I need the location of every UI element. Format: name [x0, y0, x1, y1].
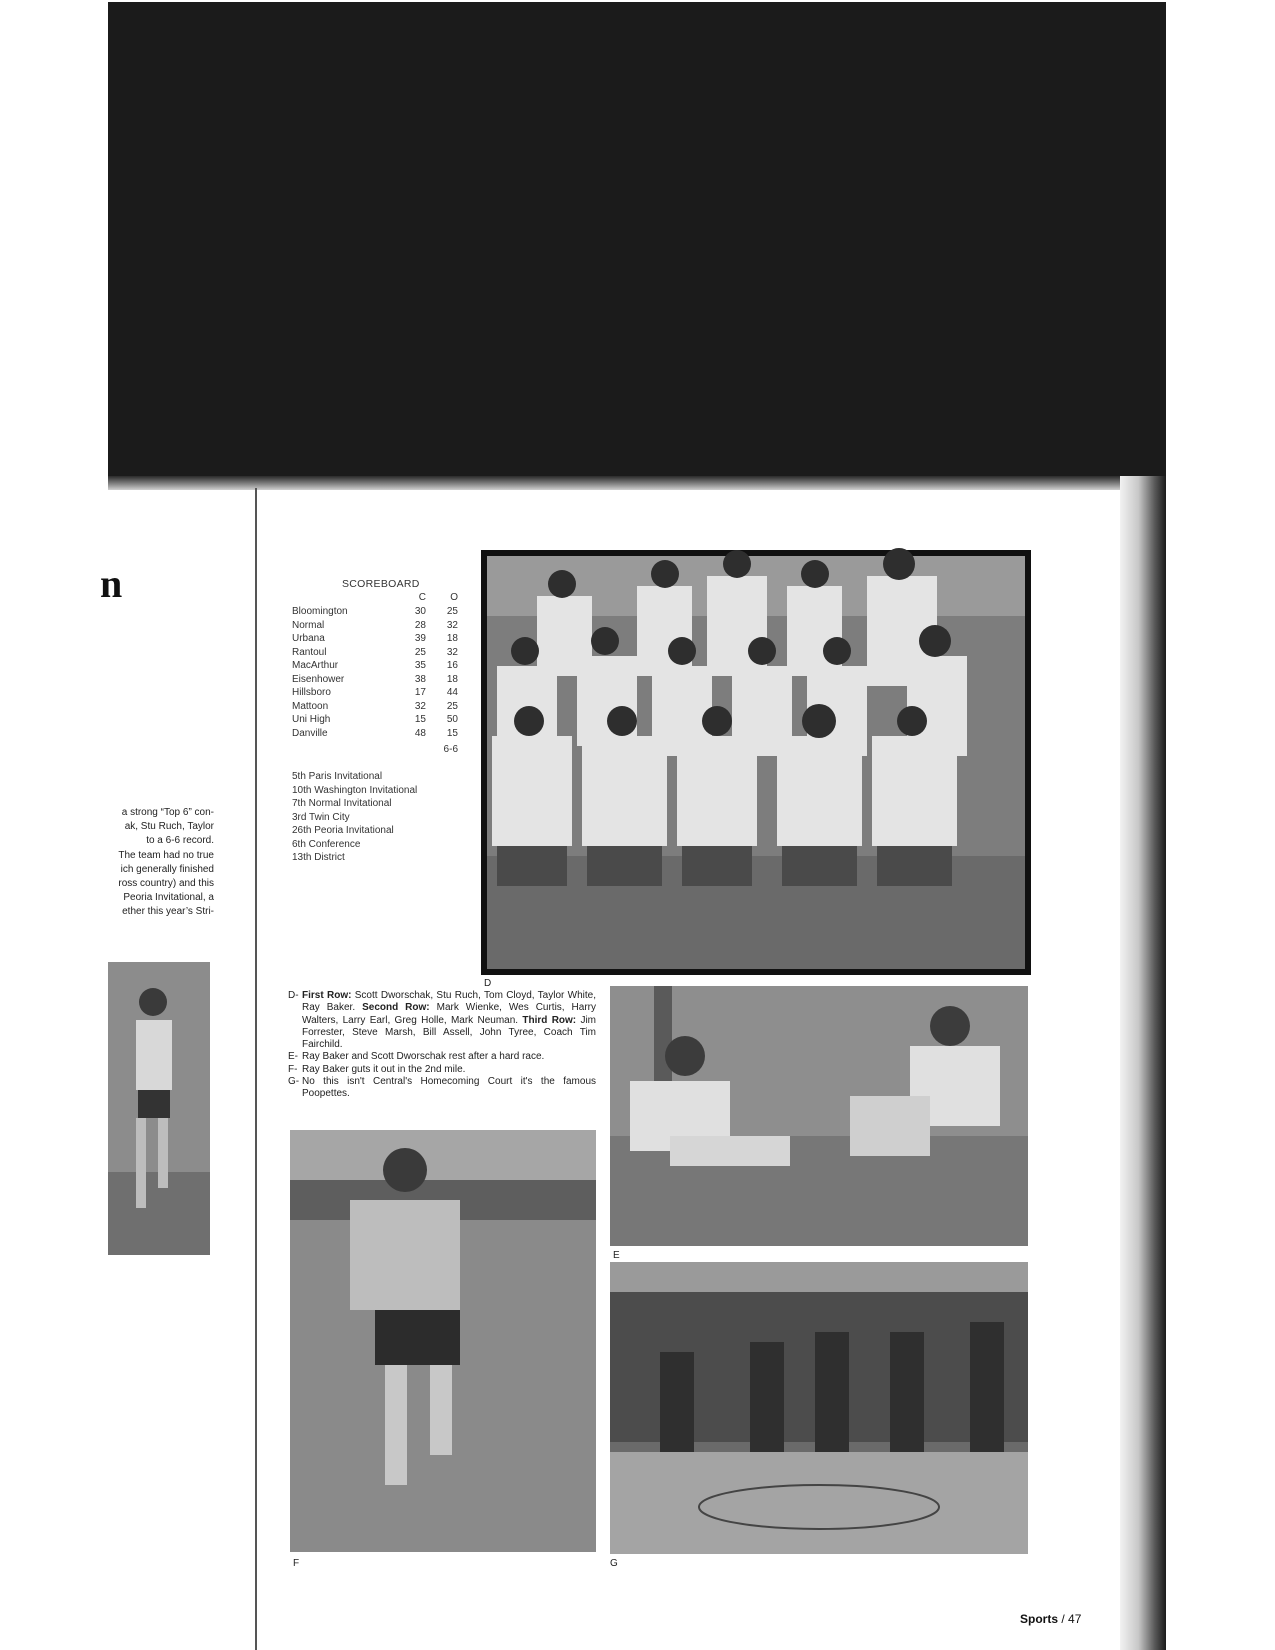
season-record: 6-6 — [443, 744, 458, 755]
caption-letter: F- — [288, 1063, 298, 1075]
scoreboard-title: SCOREBOARD — [342, 578, 420, 590]
caption-letter: G- — [288, 1076, 300, 1088]
poopettes-photo — [610, 1262, 1028, 1554]
meet-result: 6th Conference — [292, 838, 361, 850]
caption-text: Ray Baker guts it out in the 2nd mile. — [302, 1063, 466, 1075]
caption-row-label: First Row: — [302, 990, 352, 1001]
team-photo — [487, 556, 1025, 969]
photo-label-g: G — [610, 1558, 618, 1569]
column-header-c: C — [418, 592, 426, 603]
dark-background-top — [108, 2, 1166, 480]
score-o: 18 — [446, 633, 458, 644]
column-header-o: O — [450, 592, 458, 603]
text-line: ak, Stu Ruch, Taylor — [124, 821, 214, 833]
caption-letter: E- — [288, 1051, 298, 1063]
score-o: 32 — [446, 646, 458, 658]
right-page-edge — [1120, 476, 1166, 1650]
scoreboard-row — [292, 701, 472, 714]
previous-page-text — [108, 806, 214, 920]
binding-gutter — [255, 488, 257, 1650]
score-o: 25 — [446, 606, 458, 617]
scoreboard-row — [292, 647, 472, 660]
score-o: 25 — [446, 700, 458, 712]
scoreboard-row — [292, 620, 472, 633]
opponent: Mattoon — [292, 700, 329, 712]
score-c: 38 — [414, 673, 426, 685]
scoreboard-row — [292, 660, 472, 673]
text-line: ich generally finished — [120, 863, 214, 875]
opponent: Hillsboro — [292, 687, 331, 698]
previous-page-heading-fragment: n — [100, 561, 123, 606]
score-c: 28 — [414, 619, 426, 631]
meet-result: 26th Peoria Invitational — [292, 825, 394, 836]
photo-label-d: D — [484, 978, 492, 989]
scoreboard-row — [292, 728, 472, 741]
text-line: Peoria Invitational, a — [123, 892, 214, 904]
meet-result: 3rd Twin City — [292, 811, 350, 823]
runner-photo — [290, 1130, 596, 1552]
text-line: to a 6-6 record. — [146, 835, 214, 847]
score-o: 18 — [446, 673, 458, 685]
score-c: 30 — [414, 606, 426, 617]
score-o: 50 — [446, 714, 458, 725]
score-o: 16 — [446, 660, 458, 671]
section-name: Sports — [1020, 1612, 1059, 1626]
meet-result: 5th Paris Invitational — [292, 771, 383, 782]
caption-e — [288, 1051, 596, 1063]
opponent: MacArthur — [292, 660, 339, 671]
folio-separator: / — [1061, 1612, 1065, 1626]
meet-result: 10th Washington Invitational — [292, 784, 418, 796]
photo-label-f: F — [293, 1558, 300, 1569]
caption-row-names: Jim Forrester, Steve Marsh, Bill Assell, John Tyree, Coach Tim Fairchild. — [302, 1014, 597, 1051]
caption-letter: D- — [288, 990, 299, 1001]
photo-label-e: E — [613, 1250, 620, 1261]
meet-result: 13th District — [292, 852, 345, 863]
score-c: 17 — [414, 687, 426, 698]
caption-row-names: Mark Wienke, Wes Curtis, Harry Walters, Larry Earl, Greg Holle, Mark Neuman. — [302, 1002, 596, 1026]
scoreboard-row — [292, 606, 472, 619]
text-line: The team had no true — [118, 849, 214, 861]
opponent: Bloomington — [292, 606, 348, 617]
caption-g — [288, 1076, 596, 1101]
score-o: 15 — [446, 727, 458, 739]
score-o: 32 — [446, 619, 458, 631]
score-c: 35 — [414, 660, 426, 671]
caption-row-names: Scott Dworschak, Stu Ruch, Tom Cloyd, Taylor White, Ray Baker. — [302, 990, 597, 1014]
caption-text: No this isn't Central's Homecoming Court it's the famous Poopettes. — [302, 1076, 596, 1100]
caption-row-label: Second Row: — [362, 1002, 430, 1014]
opponent: Normal — [292, 619, 325, 631]
caption-row-label: Third Row: — [522, 1014, 577, 1026]
score-c: 39 — [414, 633, 426, 644]
opponent: Eisenhower — [292, 673, 345, 685]
opponent: Danville — [292, 727, 328, 739]
caption-f — [288, 1064, 596, 1076]
photo-captions — [288, 990, 596, 1101]
caption-d — [288, 990, 596, 1051]
score-c: 48 — [414, 727, 426, 739]
score-c: 32 — [414, 700, 426, 712]
page-edge-shadow — [108, 476, 1166, 490]
meet-result: 7th Normal Invitational — [292, 798, 392, 809]
scoreboard-row — [292, 674, 472, 687]
page-folio — [1020, 1612, 1081, 1626]
scoreboard-row — [292, 714, 472, 727]
score-o: 44 — [446, 687, 458, 698]
score-c: 15 — [414, 714, 426, 725]
scoreboard-row — [292, 633, 472, 646]
text-line: ross country) and this — [118, 878, 214, 890]
opponent: Urbana — [292, 633, 325, 644]
text-line: ether this year’s Stri- — [122, 906, 214, 918]
score-c: 25 — [414, 646, 426, 658]
opponent: Uni High — [292, 714, 331, 725]
scoreboard-row — [292, 687, 472, 700]
meet-results — [292, 770, 452, 865]
opponent: Rantoul — [292, 646, 327, 658]
page-number: 47 — [1068, 1612, 1082, 1626]
caption-text: Ray Baker and Scott Dworschak rest after a hard race. — [302, 1051, 545, 1063]
resting-runners-photo — [610, 986, 1028, 1246]
text-line: a strong “Top 6” con- — [121, 807, 214, 818]
runner-photo-previous-page — [108, 962, 210, 1255]
